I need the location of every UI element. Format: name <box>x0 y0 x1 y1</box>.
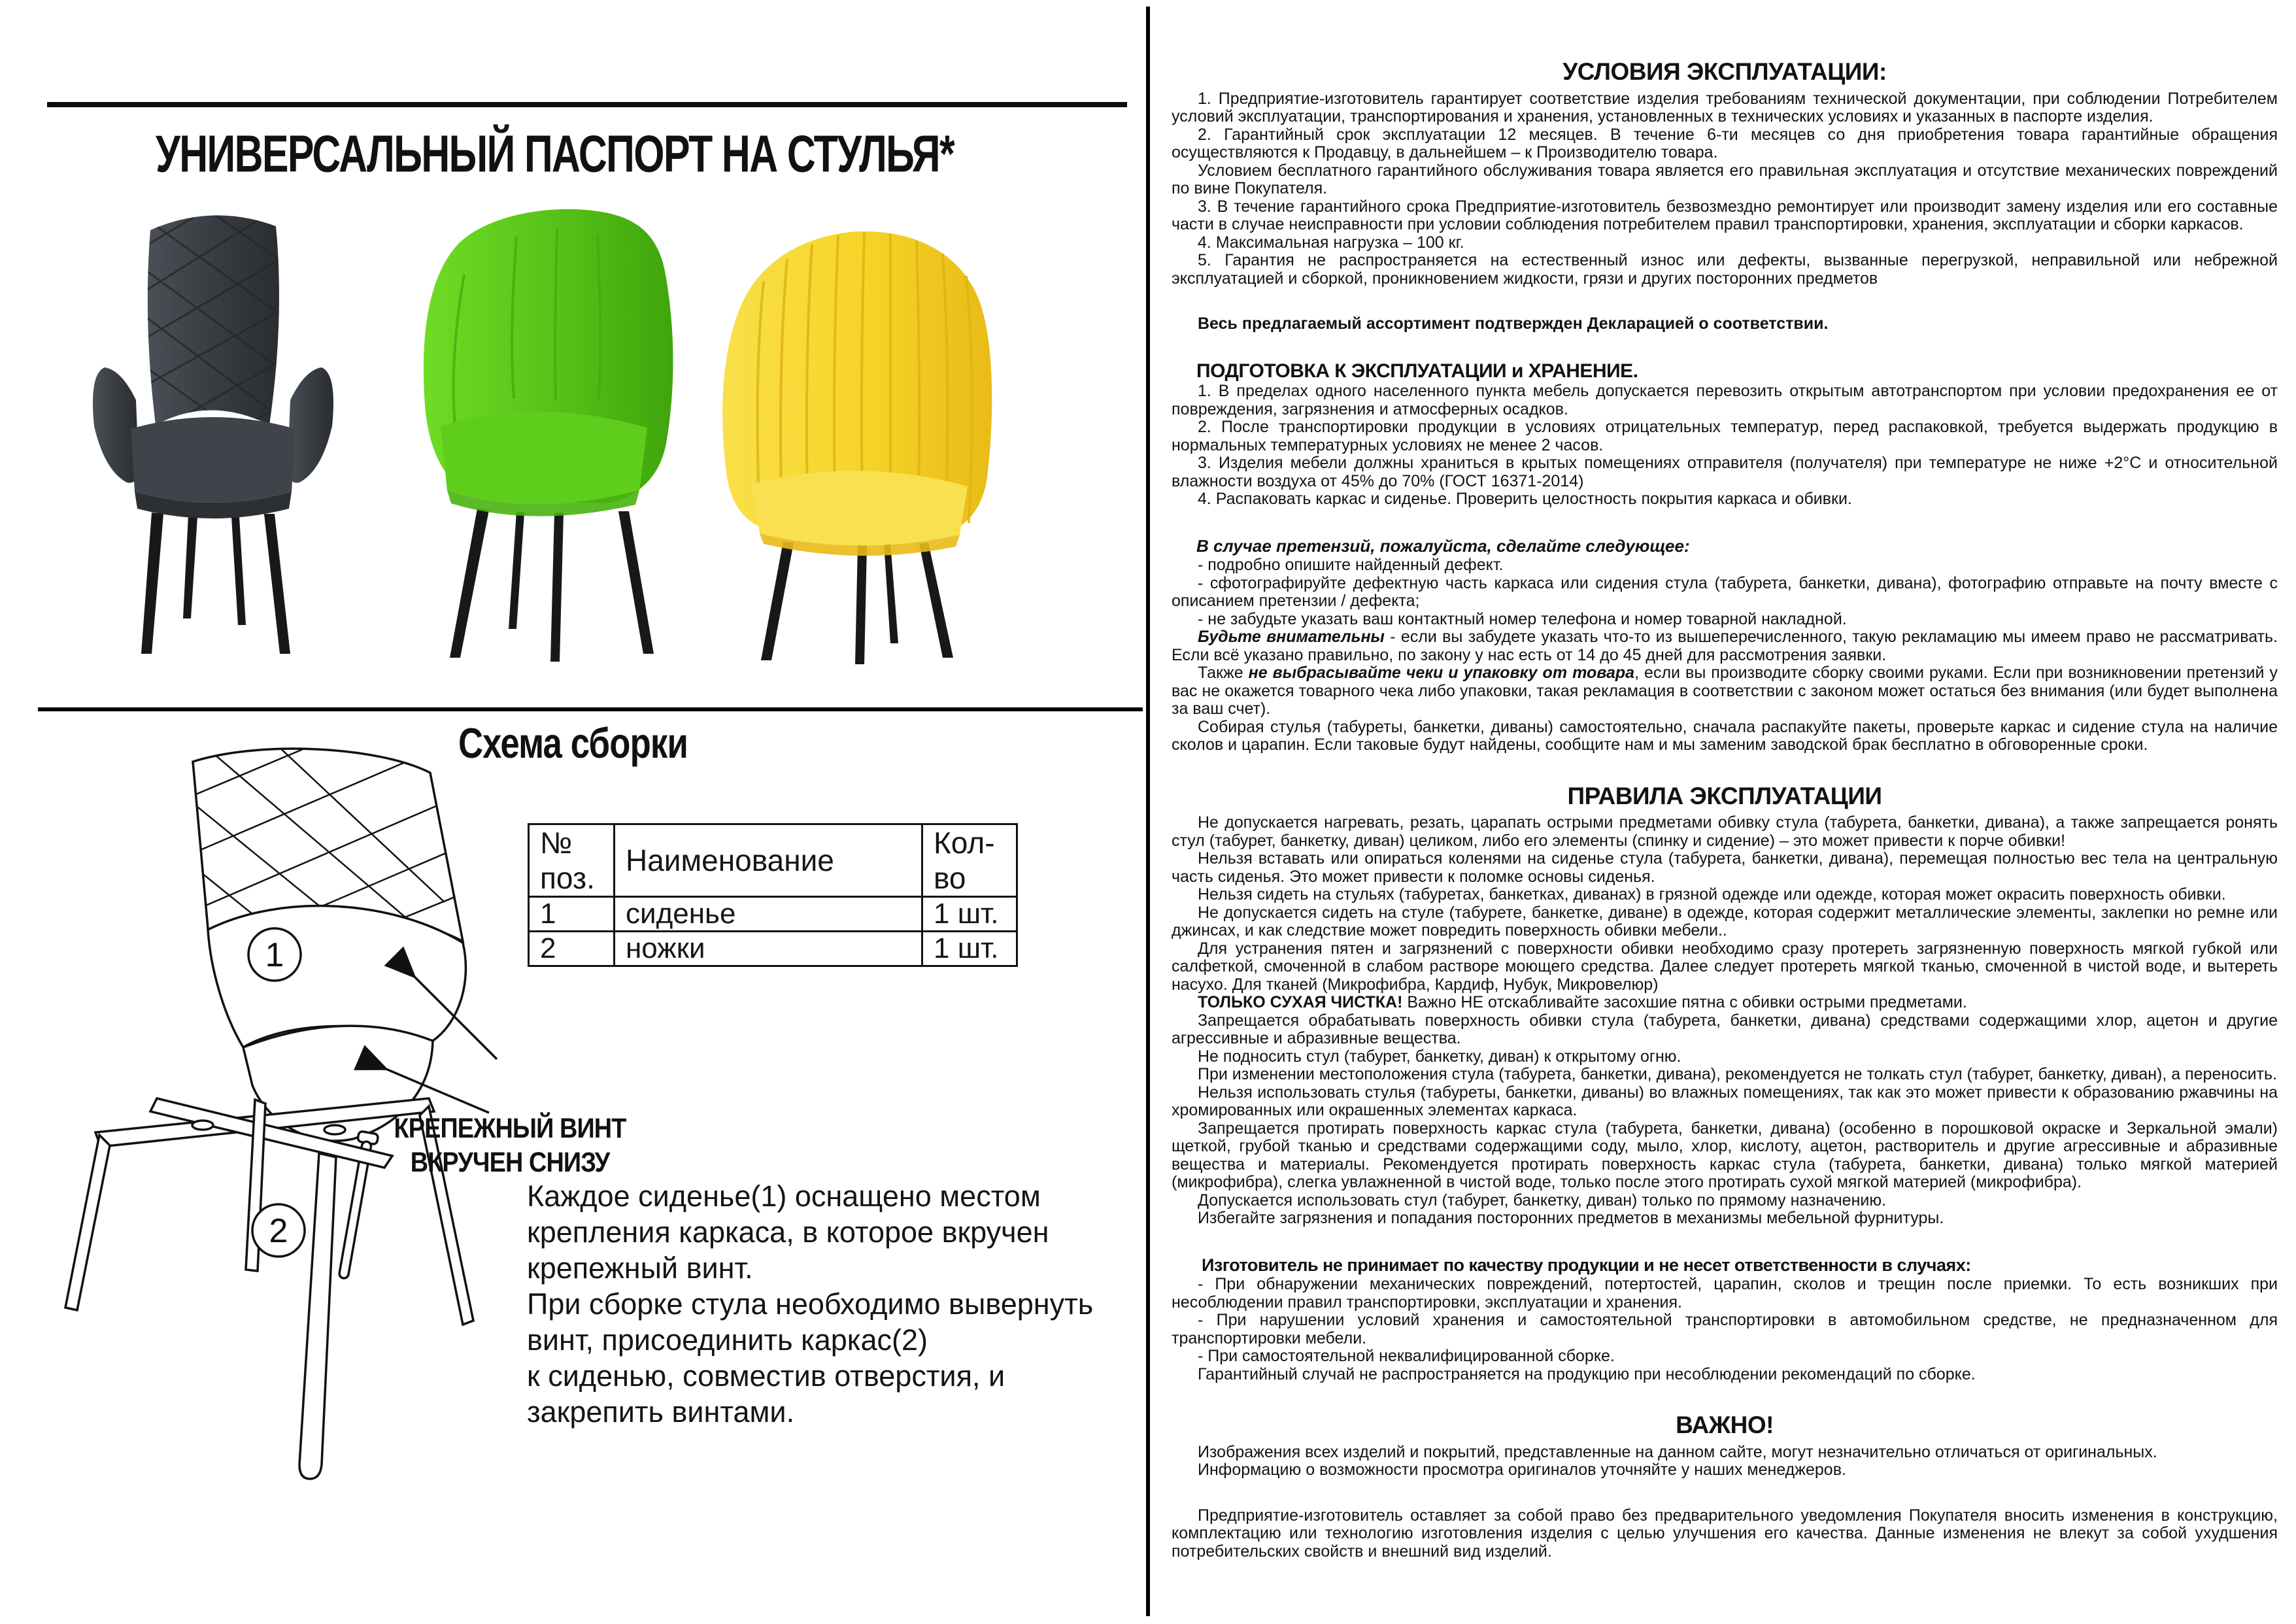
paragraph: Предприятие-изготовитель оставляет за собой право без предварительного уведомления Покупателя вносить изменения в конструкцию, комплектацию или технологию изготовления изделия с целью улучшения его качества. Данные изменения не влекут за собой ухудшения потребительских свойств и внешний вид изделий. <box>1172 1506 2278 1561</box>
section-gap <box>1172 1228 2278 1255</box>
cell-pos-2: 2 <box>529 932 615 966</box>
table-row <box>529 897 1017 932</box>
paragraph: 3. В течение гарантийного срока Предприятие-изготовитель безвозмездно ремонтирует или производит замену изделия или его составные части в случае неисправности при условии соблюдения потребителем правил транспортировки, хранения, эксплуатации и сборки каркасов. <box>1172 197 2278 233</box>
cell-qty-1: 1 шт. <box>922 897 1017 932</box>
cell-qty-2: 1 шт. <box>922 932 1017 966</box>
paragraph: Информацию о возможности просмотра оригиналов уточняйте у наших менеджеров. <box>1198 1461 1846 1479</box>
paragraph: - подробно опишите найденный дефект. <box>1198 556 1504 574</box>
paragraph: 5. Гарантия не распространяется на естественный износ или дефекты, вызванные перегрузкой, неправильной или небрежной эксплуатацией и сборкой, проникновением жидкости, грязи и других посторонних предметов <box>1172 251 2278 288</box>
top-rule <box>47 102 1127 107</box>
paragraph: 3. Изделия мебели должны храниться в крытых помещениях отправителя (получателя) при температуре не ниже +2°С и относительной влажности воздуха от 45% до 70% (ГОСТ 16371-2014) <box>1172 454 2278 490</box>
section-gap <box>1172 1480 2278 1507</box>
paragraph: - При обнаружении механических повреждений, потертостей, царапин, сколов и трещин после приемки. То есть возникших при несоблюдении правил транспортировки, эксплуатации и хранения. <box>1172 1275 2278 1311</box>
paragraph: Весь предлагаемый ассортимент подтвержден Декларацией о соответствии. <box>1198 314 1829 333</box>
callout-line-1: КРЕПЕЖНЫЙ ВИНТ <box>394 1113 626 1144</box>
callout-line-2: ВКРУЧЕН СНИЗУ <box>410 1147 610 1178</box>
chair-green <box>424 209 673 662</box>
paragraph: Нельзя сидеть на стульях (табуретах, банкетках, диванах) в грязной одежде или одежде, которая может окрасить поверхность обивки. <box>1198 885 2226 904</box>
part-2-label: 2 <box>269 1212 288 1250</box>
section-gap <box>1172 288 2278 315</box>
section-gap <box>1172 1383 2278 1411</box>
section-heading: УСЛОВИЯ ЭКСПЛУАТАЦИИ: <box>1562 58 1887 85</box>
paragraph: Избегайте загрязнения и попадания посторонних предметов в механизмы мебельной фурнитуры. <box>1198 1209 1944 1227</box>
section-gap <box>1172 754 2278 782</box>
paragraph: 2. После транспортировки продукции в условиях отрицательных температур, перед распаковкой, требуется выдержать продукцию в нормальных температурных условиях не менее 2 часов. <box>1172 418 2278 454</box>
paragraph: Нельзя вставать или опираться коленями на сиденье стула (табурета, банкетки, дивана), перемещая полностью вес тела на центральную часть сиденья. Это может привести к поломке основы сиденья. <box>1172 849 2278 886</box>
paragraph: 1. Предприятие-изготовитель гарантирует соответствие изделия требованиям технической документации, при соблюдении Потребителем условий эксплуатации, транспортирования и хранения, установленных в технических условиях и указанных в паспорте изделия. <box>1172 89 2278 126</box>
assembly-note <box>527 1178 1155 1430</box>
section-heading: ПРАВИЛА ЭКСПЛУАТАЦИИ <box>1567 782 1882 809</box>
paragraph: - При нарушении условий хранения и самостоятельной транспортировки в автомобильном средстве, не предназначенном для транспортировки мебели. <box>1172 1311 2278 1347</box>
paragraph: 4. Максимальная нагрузка – 100 кг. <box>1198 233 1464 252</box>
paragraph: 2. Гарантийный срок эксплуатации 12 месяцев. В течение 6-ти месяцев со дня приобретения товара гарантийные обращения осуществляются к Продавцу, в дальнейшем – к Производителю товара. <box>1172 125 2278 161</box>
section-gap <box>1172 333 2278 361</box>
paragraph: - не забудьте указать ваш контактный номер телефона и номер товарной накладной. <box>1198 609 1847 628</box>
paragraph: Собирая стулья (табуреты, банкетки, диваны) самостоятельно, сначала распакуйте пакеты, проверьте каркас и сидение стула на наличие сколов и царапин. Если таковые будут найдены, сообщите нам и мы заменим заводской брак бесплатно в обговоренные сроки. <box>1172 717 2278 754</box>
paragraph: Запрещается обрабатывать поверхность обивки стула (табурета, банкетки, дивана) средствами содержащими хлор, ацетон и другие агрессивные и абразивные вещества. <box>1172 1011 2278 1047</box>
paragraph: Нельзя использовать стулья (табуреты, банкетки, диваны) во влажных помещениях, так как это может привести к образованию ржавчины на хромированных или окрашенных элементах каркаса. <box>1172 1083 2278 1119</box>
paragraph: Запрещается протирать поверхность каркас стула (табурета, банкетки, дивана) (особенно в порошковой окраске и Зеркальной эмали) щеткой, грубой тканью и средствами содержащими соду, мыло, хлор, кислоту, ацетон, растворитель и другие агрессивные и абразивные вещества и материалы. Рекомендуется протирать поверхность каркас стула (табурета, банкетки, дивана) только мягкой материей (микрофибра), слегка увлажненной в чистой воде, только после этого протирать сухой мягкой материей (микрофибра). <box>1172 1119 2278 1191</box>
chair-photos <box>59 196 1013 667</box>
note-line: крепления каркаса, в которое вкручен <box>527 1215 1049 1249</box>
note-line: крепежный винт. <box>527 1251 753 1285</box>
note-line: закрепить винтами. <box>527 1395 795 1429</box>
paragraph: Не допускается нагревать, резать, царапать острыми предметами обивку стула (табурета, банкетки, дивана), а также запрещается ронять стул (табурет, банкетку, диван) целиком, либо его элементы (спинку и сидение) – это может привести к порче обивки! <box>1172 813 2278 850</box>
parts-table <box>528 823 1018 967</box>
header-pos: № поз. <box>529 824 615 897</box>
paragraph: Гарантийный случай не распространяется на продукцию при несоблюдении рекомендаций по сборке. <box>1198 1364 1976 1383</box>
terms-column <box>1172 58 2278 1561</box>
assembly-heading: Схема сборки <box>458 720 688 768</box>
section-gap <box>1172 509 2278 536</box>
header-name: Наименование <box>615 824 922 897</box>
header-qty: Кол-во <box>922 824 1017 897</box>
paragraph: Будьте внимательны - если вы забудете указать что-то из вышеперечисленного, такую рекламацию мы имеем право не рассматривать. Если всё указано правильно, по закону у нас есть от 14 до 45 дней для рассмотрения заявки. <box>1172 628 2278 664</box>
section-heading: ВАЖНО! <box>1676 1412 1774 1438</box>
paragraph: Изображения всех изделий и покрытий, представленные на данном сайте, могут незначительно отличаться от оригинальных. <box>1198 1442 2157 1461</box>
part-1-label: 1 <box>265 936 284 974</box>
paragraph: Также не выбрасывайте чеки и упаковку от товара, если вы производите сборку своими руками. Если при возникновении претензий у вас не окажется товарного чека либо упаковки, такая рекламация в соответствии с законом может остаться без внимания (или будет выполнена за ваш счет). <box>1172 664 2278 718</box>
section-divider <box>38 707 1143 711</box>
section-heading: ПОДГОТОВКА К ЭКСПЛУАТАЦИИ и ХРАНЕНИЕ. <box>1196 360 1638 382</box>
paragraph: Не подносить стул (табурет, банкетку, диван) к открытому огню. <box>1198 1047 1681 1066</box>
page-title: УНИВЕРСАЛЬНЫЙ ПАСПОРТ НА СТУЛЬЯ* <box>156 124 954 184</box>
section-heading: Изготовитель не принимает по качеству продукции и не несет ответственности в случаях: <box>1202 1255 1971 1275</box>
chair-dark <box>93 196 346 654</box>
paragraph: 4. Распаковать каркас и сиденье. Проверить целостность покрытия каркаса и обивки. <box>1198 490 1852 508</box>
paragraph: 1. В пределах одного населенного пункта мебель допускается перевозить открытым автотранспортом при условии предохранения ее от повреждения, загрязнения и атмосферных осадков. <box>1172 382 2278 418</box>
paragraph: - сфотографируйте дефектную часть каркаса или сидения стула (табурета, банкетки, дивана), фотографию отправьте на почту вместе с описанием претензии / дефекта; <box>1172 573 2278 610</box>
screw-callout <box>366 1111 654 1179</box>
table-row <box>529 932 1017 966</box>
chair-yellow <box>722 231 992 664</box>
paragraph: Не допускается сидеть на стуле (табурете, банкетке, диване) в одежде, которая содержит металлические элементы, заклепки но ремне или джинсах, и как следствие может повредить поверхность обивки мебели.. <box>1172 903 2278 939</box>
paragraph: Условием бесплатного гарантийного обслуживания товара является его правильная эксплуатация и отсутствие механических повреждений по вине Покупателя. <box>1172 161 2278 197</box>
note-line: При сборке стула необходимо вывернуть <box>527 1287 1094 1321</box>
note-line: винт, присоединить каркас(2) <box>527 1323 928 1357</box>
cell-name-2: ножки <box>615 932 922 966</box>
note-line: к сиденью, совместив отверстия, и <box>527 1359 1005 1393</box>
cell-pos-1: 1 <box>529 897 615 932</box>
paragraph: Для устранения пятен и загрязнений с поверхности обивки необходимо сразу протереть загрязненную поверхность мягкой губкой или салфеткой, смоченной в слабом растворе моющего средства. Далее следует протереть мягкой тканью, смоченной в чистой воде, и вытереть насухо. Для тканей (Микрофибра, Кардиф, Нубук, Микровелюр) <box>1172 939 2278 994</box>
section-heading: В случае претензий, пожалуйста, сделайте следующее: <box>1196 535 1690 556</box>
table-header-row <box>529 824 1017 897</box>
paragraph: - При самостоятельной неквалифицированной сборке. <box>1198 1347 1615 1365</box>
paragraph: ТОЛЬКО СУХАЯ ЧИСТКА! Важно НЕ отскабливайте засохшие пятна с обивки острыми предметами. <box>1198 993 1967 1011</box>
note-line: Каждое сиденье(1) оснащено местом <box>527 1179 1041 1213</box>
cell-name-1: сиденье <box>615 897 922 932</box>
paragraph: При изменении местоположения стула (табурета, банкетки, дивана), рекомендуется не толкать стул (табурет, банкетку, диван), а переносить. <box>1198 1065 2277 1083</box>
paragraph: Допускается использовать стул (табурет, банкетку, диван) только по прямому назначению. <box>1198 1191 1887 1210</box>
